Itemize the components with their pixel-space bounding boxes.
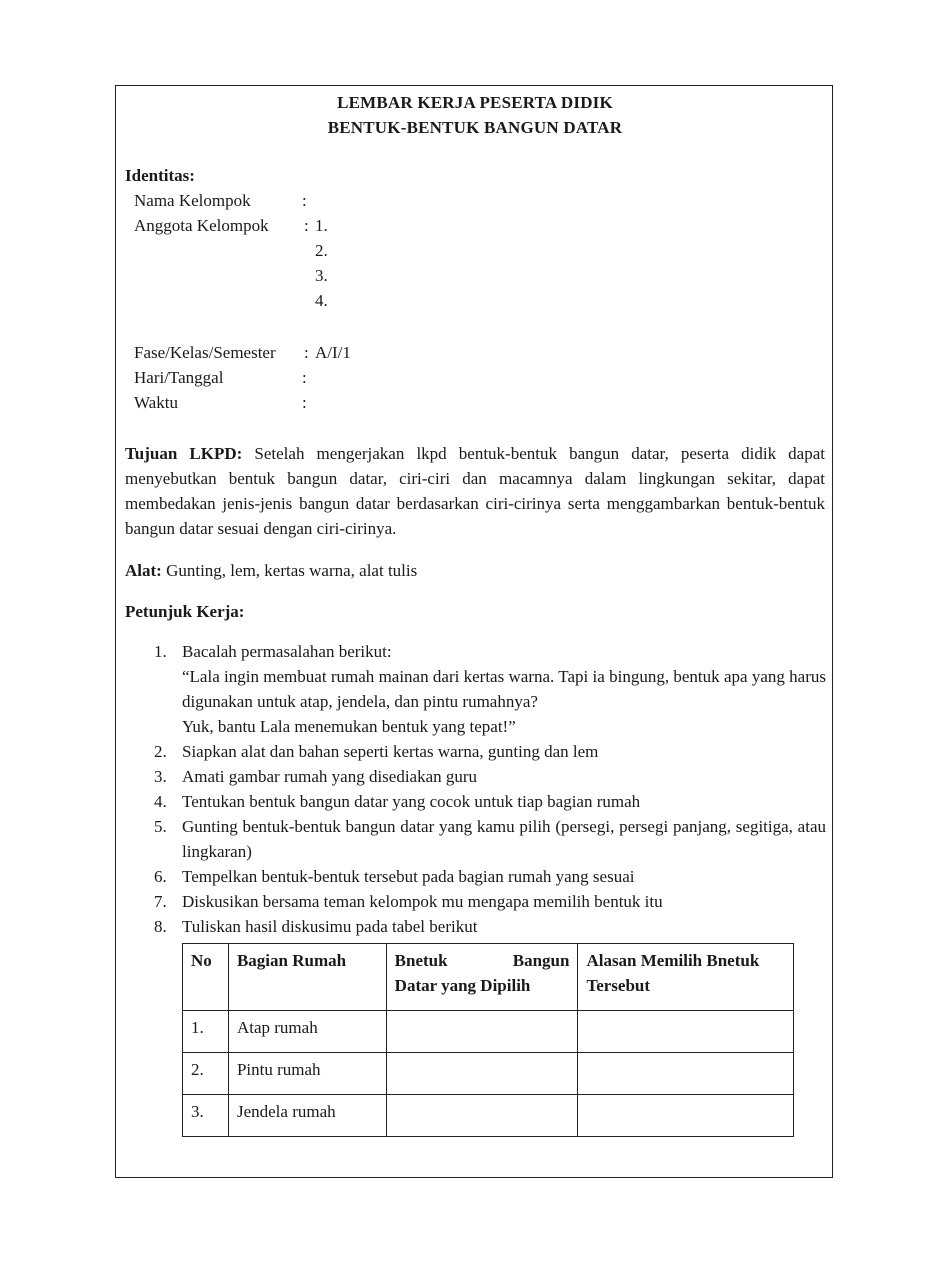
item-text: Diskusikan bersama teman kelompok mu mengapa memilih bentuk itu: [182, 892, 663, 911]
cell-part: Atap rumah: [228, 1011, 386, 1053]
item-text: Tentukan bentuk bangun datar yang cocok untuk tiap bagian rumah: [182, 792, 641, 811]
header-shape-word2: Bangun: [512, 951, 570, 970]
tools-paragraph: [125, 558, 825, 583]
identity-heading: Identitas:: [125, 166, 195, 185]
cell-shape[interactable]: [386, 1011, 578, 1053]
worksheet-frame: [115, 85, 833, 1178]
tools-label: Alat:: [125, 561, 162, 580]
item-text: Siapkan alat dan bahan seperti kertas warna, gunting dan lem: [182, 742, 599, 761]
cell-reason[interactable]: [578, 1011, 794, 1053]
member-2: 2.: [315, 241, 328, 260]
table-row: [183, 1053, 794, 1095]
instructions-list: [154, 639, 826, 939]
list-item: [154, 864, 826, 889]
item-number: 5.: [154, 817, 167, 836]
item-text: Bacalah permasalahan berikut:: [182, 642, 392, 661]
time-colon: :: [302, 393, 307, 412]
time-label: Waktu: [134, 393, 178, 412]
instructions-heading: Petunjuk Kerja:: [125, 602, 245, 621]
item-text: Gunting bentuk-bentuk bangun datar yang kamu pilih (persegi, persegi panjang, segitiga, atau lingkaran): [182, 817, 826, 861]
member-3: 3.: [315, 266, 328, 285]
story-text-closing: Yuk, bantu Lala menemukan bentuk yang tepat!”: [182, 717, 516, 736]
header-no: No: [183, 944, 229, 1011]
group-name-colon: :: [302, 191, 307, 210]
cell-no: 3.: [183, 1095, 229, 1137]
header-shape: [386, 944, 578, 1011]
phase-label: Fase/Kelas/Semester: [134, 343, 276, 362]
tools-text: Gunting, lem, kertas warna, alat tulis: [161, 561, 418, 580]
list-item: [154, 739, 826, 764]
item-number: 7.: [154, 892, 167, 911]
table-header-row: [183, 944, 794, 1011]
item-number: 6.: [154, 867, 167, 886]
group-members-label: Anggota Kelompok: [134, 216, 269, 235]
item-text: Tuliskan hasil diskusimu pada tabel berikut: [182, 917, 478, 936]
header-reason: Alasan Memilih Bnetuk Tersebut: [578, 944, 794, 1011]
list-item: [154, 764, 826, 789]
item-text: Amati gambar rumah yang disediakan guru: [182, 767, 478, 786]
header-shape-line2: Datar yang Dipilih: [394, 976, 531, 995]
member-1: 1.: [315, 216, 328, 235]
list-item: [154, 889, 826, 914]
objective-label: Tujuan LKPD:: [125, 444, 243, 463]
title-line-1: LEMBAR KERJA PESERTA DIDIK: [337, 93, 613, 112]
title-line-2: BENTUK-BENTUK BANGUN DATAR: [327, 118, 623, 137]
result-table: [182, 943, 794, 1137]
cell-no: 1.: [183, 1011, 229, 1053]
member-4: 4.: [315, 291, 328, 310]
cell-part: Jendela rumah: [228, 1095, 386, 1137]
cell-shape[interactable]: [386, 1095, 578, 1137]
cell-shape[interactable]: [386, 1053, 578, 1095]
list-item: [154, 914, 826, 939]
objective-text: Setelah mengerjakan lkpd bentuk-bentuk bangun datar, peserta didik dapat menyebutkan bentuk bangun datar, ciri-ciri dan macamnya dalam lingkungan sekitar, dapat membedakan jenis-jenis bangun datar berdasarkan ciri-cirinya serta menggambarkan bentuk-bentuk bangun datar sesuai dengan ciri-cirinya.: [125, 444, 826, 538]
list-item: [154, 639, 826, 739]
cell-no: 2.: [183, 1053, 229, 1095]
cell-reason[interactable]: [578, 1095, 794, 1137]
list-item: [154, 789, 826, 814]
item-number: 8.: [154, 917, 167, 936]
item-number: 1.: [154, 642, 167, 661]
group-name-label: Nama Kelompok: [134, 191, 251, 210]
date-colon: :: [302, 368, 307, 387]
date-label: Hari/Tanggal: [134, 368, 224, 387]
cell-part: Pintu rumah: [228, 1053, 386, 1095]
table-row: [183, 1095, 794, 1137]
item-number: 3.: [154, 767, 167, 786]
header-part: Bagian Rumah: [228, 944, 386, 1011]
story-text: “Lala ingin membuat rumah mainan dari kertas warna. Tapi ia bingung, bentuk apa yang harus digunakan untuk atap, jendela, dan pintu rumahnya?: [182, 667, 826, 711]
phase-colon: :: [304, 343, 309, 362]
item-text: Tempelkan bentuk-bentuk tersebut pada bagian rumah yang sesuai: [182, 867, 635, 886]
item-number: 2.: [154, 742, 167, 761]
objective-paragraph: [125, 441, 825, 541]
item-number: 4.: [154, 792, 167, 811]
phase-value: A/I/1: [315, 343, 351, 362]
cell-reason[interactable]: [578, 1053, 794, 1095]
list-item: [154, 814, 826, 864]
group-members-colon: :: [304, 216, 309, 235]
header-shape-word1: Bnetuk: [394, 951, 448, 970]
table-row: [183, 1011, 794, 1053]
